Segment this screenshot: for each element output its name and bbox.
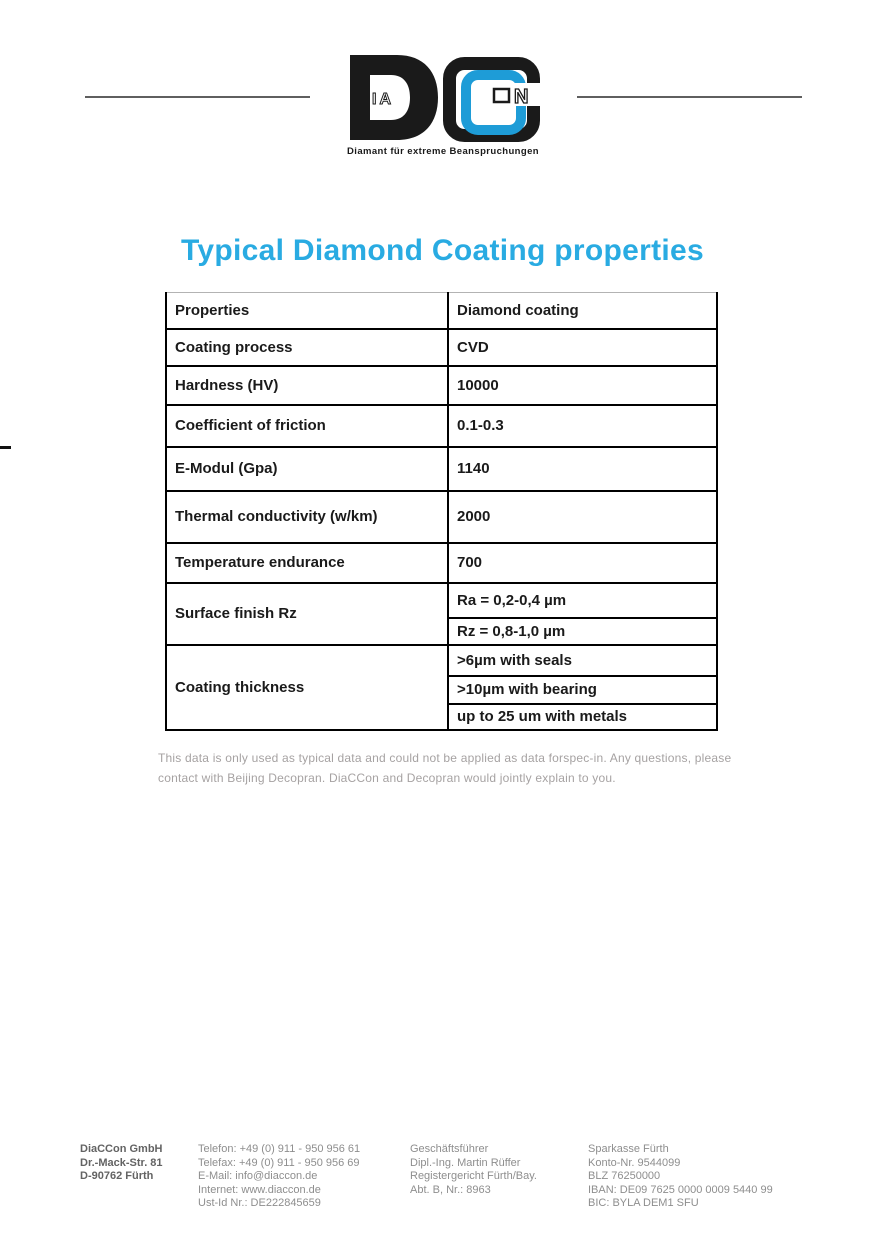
logo-on-band: [482, 83, 541, 106]
logo-d-shape: [350, 55, 438, 140]
cell-hardness-value: 10000: [448, 366, 717, 405]
footer-company-street: Dr.-Mack-Str. 81: [80, 1156, 163, 1169]
cell-thickness-seals: >6µm with seals: [448, 645, 717, 676]
page-title: Typical Diamond Coating properties: [180, 234, 705, 267]
footer-company-name: DiaCCon GmbH: [80, 1143, 163, 1155]
cell-temperature-value: 700: [448, 543, 717, 583]
fold-mark: [0, 446, 11, 449]
footer-bic: BIC: BYLA DEM1 SFU: [588, 1197, 699, 1210]
cell-temperature-label: Temperature endurance: [166, 543, 448, 583]
footer-legal-block: [410, 1143, 537, 1197]
footer-telefax: Telefax: +49 (0) 911 - 950 956 69: [198, 1156, 360, 1169]
cell-friction-value: 0.1-0.3: [448, 405, 717, 447]
footer-blz: BLZ 76250000: [588, 1170, 661, 1183]
header-rule-right: [577, 96, 802, 98]
table-row: [166, 293, 717, 329]
cell-surface-finish-ra: Ra = 0,2-0,4 µm: [448, 583, 717, 618]
cell-diamond-coating-header: Diamond coating: [448, 293, 717, 329]
footer-internet: Internet: www.diaccon.de: [198, 1183, 321, 1196]
table-row: [166, 447, 717, 491]
footer-ustid: Ust-Id Nr.: DE222845659: [198, 1197, 321, 1210]
table-row: [166, 366, 717, 405]
cell-thickness-bearing: >10µm with bearing: [448, 676, 717, 704]
footer-bank-block: [588, 1143, 773, 1211]
table-row: [166, 645, 717, 676]
footer-bank-name: Sparkasse Fürth: [588, 1143, 669, 1155]
header-rule-left: [85, 96, 310, 98]
table-row: [166, 583, 717, 618]
cell-coating-process-label: Coating process: [166, 329, 448, 366]
footer-iban: IBAN: DE09 7625 0000 0009 5440 99: [588, 1183, 773, 1196]
cell-surface-finish-label: Surface finish Rz: [166, 583, 448, 645]
footer-abt: Abt. B, Nr.: 8963: [410, 1183, 491, 1196]
cell-coating-thickness-label: Coating thickness: [166, 645, 448, 730]
properties-table: [165, 292, 718, 731]
cell-friction-label: Coefficient of friction: [166, 405, 448, 447]
cell-coating-process-value: CVD: [448, 329, 717, 366]
footer-email: E-Mail: info@diaccon.de: [198, 1170, 318, 1183]
table-row: [166, 405, 717, 447]
footer-managing-director: Dipl.-Ing. Martin Rüffer: [410, 1156, 521, 1169]
table-row: [166, 491, 717, 543]
footer-geschaeftsfuehrer: Geschäftsführer: [410, 1143, 489, 1155]
diaccon-logo-icon: [345, 50, 541, 143]
table-row: [166, 329, 717, 366]
cell-emodul-label: E-Modul (Gpa): [166, 447, 448, 491]
footer-company-block: [80, 1143, 163, 1184]
cell-thickness-metals: up to 25 um with metals: [448, 704, 717, 730]
logo-n-letter: N: [514, 86, 529, 108]
properties-table-wrap: [165, 292, 718, 731]
logo-o-square: [494, 89, 509, 102]
footer-contact-block: [198, 1143, 360, 1211]
footer-telefon: Telefon: +49 (0) 911 - 950 956 61: [198, 1143, 361, 1155]
footer-registergericht: Registergericht Fürth/Bay.: [410, 1170, 537, 1183]
cell-surface-finish-rz: Rz = 0,8-1,0 µm: [448, 618, 717, 645]
logo-tagline: Diamant für extreme Beanspruchungen: [347, 146, 539, 157]
logo-ia-letters: IA: [372, 91, 394, 108]
cell-thermal-value: 2000: [448, 491, 717, 543]
table-row: [166, 543, 717, 583]
cell-properties-header: Properties: [166, 293, 448, 329]
footnote-text: This data is only used as typical data and could not be applied as data forspec-in. Any questions, please contact with Beijing Decopran. DiaCCon and Decopran would jointly explain to you.: [158, 751, 732, 785]
footer-company-city: D-90762 Fürth: [80, 1170, 154, 1183]
cell-hardness-label: Hardness (HV): [166, 366, 448, 405]
cell-emodul-value: 1140: [448, 447, 717, 491]
cell-thermal-label: Thermal conductivity (w/km): [166, 491, 448, 543]
footer-konto: Konto-Nr. 9544099: [588, 1156, 681, 1169]
